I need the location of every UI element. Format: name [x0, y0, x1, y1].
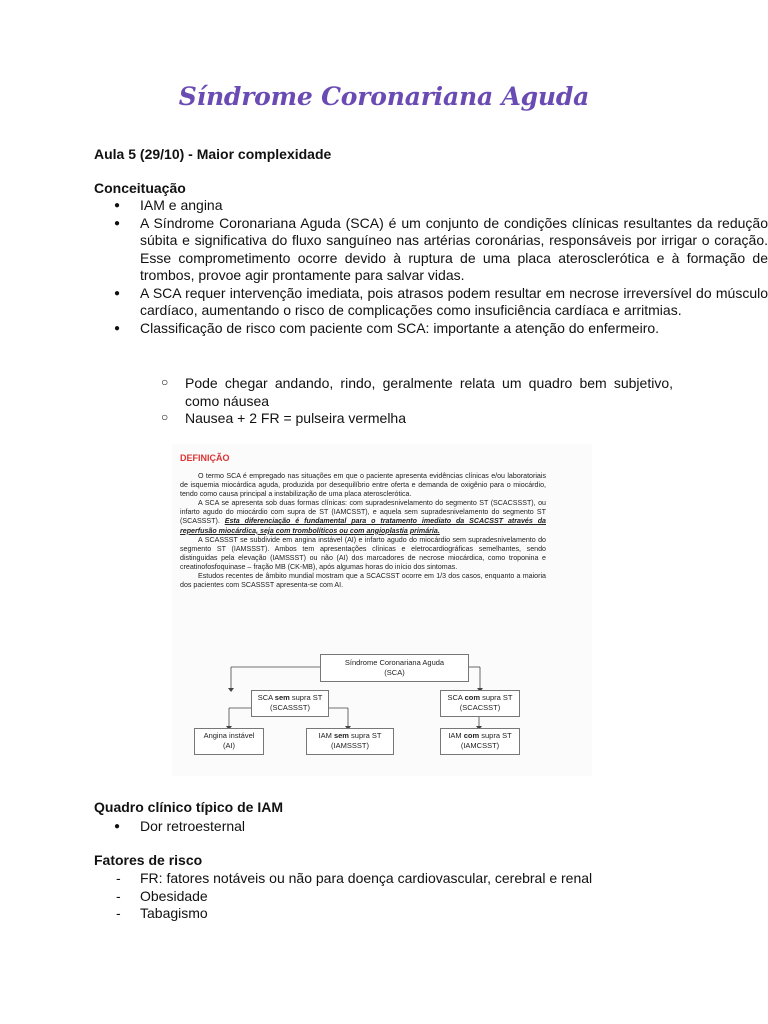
list-item: ● A SCA requer intervenção imediata, pois atrasos podem resultar em necrose irreversível do músculo cardíaco, aumentando o risco de complicações como insuficiência cardíaca e arritmias. — [114, 284, 768, 318]
definition-figure — [172, 444, 592, 776]
section-heading-quadro-clinico: Quadro clínico típico de IAM — [94, 799, 284, 815]
section-heading-conceituacao: Conceituação — [94, 180, 186, 196]
figure-paragraph: Estudos recentes de âmbito mundial mostram que a SCACSST ocorre em 1/3 dos casos, enquanto a maioria dos pacientes com SCASSST apresenta-se com AI. — [180, 572, 546, 590]
list-item: ● Classificação de risco com paciente com SCA: importante a atenção do enfermeiro. — [114, 319, 660, 336]
figure-heading: DEFINIÇÃO — [180, 453, 230, 463]
list-item: - Tabagismo — [116, 905, 208, 921]
section-heading-fatores-de-risco: Fatores de risco — [94, 852, 203, 868]
list-item: - FR: fatores notáveis ou não para doença cardiovascular, cerebral e renal — [116, 870, 593, 886]
diagram-box-sca-sem-supra: SCA sem supra ST (SCASSST) — [251, 690, 329, 717]
conceituacao-sublist — [161, 375, 673, 428]
diagram-box-angina-instavel: Angina instável (AI) — [194, 728, 264, 755]
list-item: - Obesidade — [116, 887, 208, 904]
list-item: ○ Nausea + 2 FR = pulseira vermelha — [161, 410, 406, 426]
diagram-box-sca-com-supra: SCA com supra ST (SCACSST) — [440, 690, 520, 717]
figure-paragraph: O termo SCA é empregado nas situações em que o paciente apresenta evidências clínicas e/ou laboratoriais de isquemia miocárdica aguda, produzida por desequilíbrio entre oferta e demanda de oxigênio para o miocárdio, tendo como causa principal a instabilização de uma placa aterosclerótica. — [180, 472, 546, 499]
list-item: ○ Pode chegar andando, rindo, geralmente relata um quadro bem subjetivo, como náusea — [161, 375, 673, 409]
conceituacao-list — [94, 197, 768, 337]
diagram-box-root: Síndrome Coronariana Aguda (SCA) — [320, 654, 469, 682]
lesson-line: Aula 5 (29/10) - Maior complexidade — [94, 146, 332, 162]
quadro-list — [94, 818, 768, 836]
figure-paragraph: A SCA se apresenta sob duas formas clínicas: com supradesnivelamento do segmento ST (SCACSSST), ou infarto agudo do miocárdio com supra de ST (IAMCSST), e aquela sem supradesnivelamento do segmento ST (SCASSST). Esta diferenciação é fundamental para o tratamento imediato da SCACSST através da reperfusão miocárdica, seja com trombolíticos ou com angioplastia primária. — [180, 499, 546, 535]
fatores-list — [94, 870, 592, 923]
diagram-box-iam-sem-supra: IAM sem supra ST (IAMSSST) — [306, 728, 394, 755]
figure-paragraph: A SCASSST se subdivide em angina instável (AI) e infarto agudo do miocárdio sem supradesnivelamento do segmento ST (IAMSSST). Ambos tem apresentações clínicas e eletrocardiográficas semelhantes, sendo distinguidas pela elevação (IAMSSST) ou não (AI) dos marcadores de necrose miocárdica, como troponina e creatinofosfoquinase – fração MB (CK-MB), após algumas horas do início dos sintomas. — [180, 535, 546, 571]
page-title: Síndrome Coronariana Aguda — [178, 82, 590, 111]
list-item: ● Dor retroesternal — [114, 818, 246, 834]
diagram-connectors — [172, 444, 592, 776]
list-item: ● A Síndrome Coronariana Aguda (SCA) é um conjunto de condições clínicas resultantes da redução súbita e significativa do fluxo sanguíneo nas artérias coronárias, responsáveis por irrigar o coração. Esse comprometimento ocorre devido à ruptura de uma placa aterosclerótica e à formação de trombos, provoe agir prontamente para salvar vidas. — [114, 214, 768, 283]
list-item: ● IAM e angina — [114, 197, 223, 213]
diagram-box-iam-com-supra: IAM com supra ST (IAMCSST) — [440, 728, 520, 755]
